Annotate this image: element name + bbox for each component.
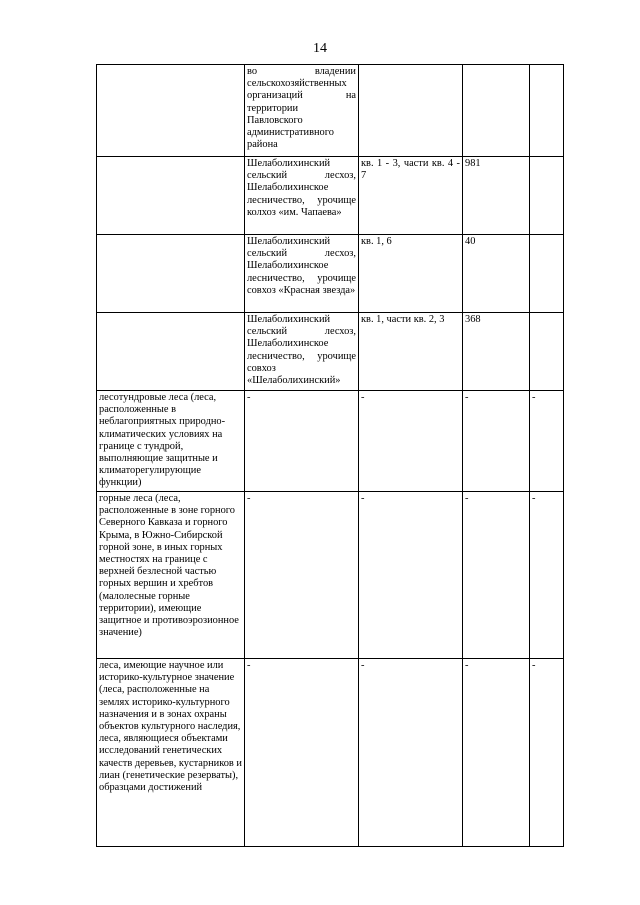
location-cell: Шелаболихинский сельский лесхоз, Шелаболихинское лесничество, урочище колхоз «им. Чапаева» [245,157,359,235]
note-cell [530,65,564,157]
area-cell: - [463,391,530,492]
table-row [97,391,564,492]
note-cell: - [530,492,564,659]
area-cell: 40 [463,235,530,313]
area-cell: - [463,659,530,847]
table-row [97,659,564,847]
category-cell [97,235,245,313]
note-cell [530,235,564,313]
note-cell: - [530,391,564,492]
area-cell: 981 [463,157,530,235]
quarters-cell: кв. 1, части кв. 2, 3 [359,313,463,391]
table-row [97,235,564,313]
location-cell: - [245,659,359,847]
note-cell: - [530,659,564,847]
category-cell [97,65,245,157]
location-cell: во владении сельскохозяйственных организаций на территории Павловского административного района [245,65,359,157]
area-cell [463,65,530,157]
quarters-cell: - [359,391,463,492]
location-cell: Шелаболихинский сельский лесхоз, Шелаболихинское лесничество, урочище совхоз «Красная звезда» [245,235,359,313]
quarters-cell: - [359,492,463,659]
forest-table [96,64,564,847]
table-row [97,313,564,391]
page-number: 14 [313,41,327,56]
quarters-cell [359,65,463,157]
area-cell: 368 [463,313,530,391]
category-cell: лесотундровые леса (леса, расположенные в неблагоприятных природно-климатических условиях на границе с тундрой, выполняющие защитные и климаторегулирующие функции) [97,391,245,492]
note-cell [530,313,564,391]
category-cell: леса, имеющие научное или историко-культурное значение (леса, расположенные на землях историко-культурного назначения и в зонах охраны объектов культурного наследия, леса, являющиеся объектами исследований генетических качеств деревьев, кустарников и лиан (генетические резерваты), образцами достижений [97,659,245,847]
table-row [97,492,564,659]
category-cell: горные леса (леса, расположенные в зоне горного Северного Кавказа и горного Крыма, в Южно-Сибирской горной зоне, в иных горных местностях на границе с верхней безлесной частью горных вершин и хребтов (малолесные горные территории), имеющие защитное и противоэрозионное значение) [97,492,245,659]
quarters-cell: кв. 1, 6 [359,235,463,313]
note-cell [530,157,564,235]
location-cell: Шелаболихинский сельский лесхоз, Шелаболихинское лесничество, урочище совхоз «Шелаболихинский» [245,313,359,391]
location-cell: - [245,391,359,492]
location-cell: - [245,492,359,659]
quarters-cell: - [359,659,463,847]
table-row [97,65,564,157]
quarters-cell: кв. 1 - 3, части кв. 4 - 7 [359,157,463,235]
table-row [97,157,564,235]
area-cell: - [463,492,530,659]
category-cell [97,313,245,391]
category-cell [97,157,245,235]
